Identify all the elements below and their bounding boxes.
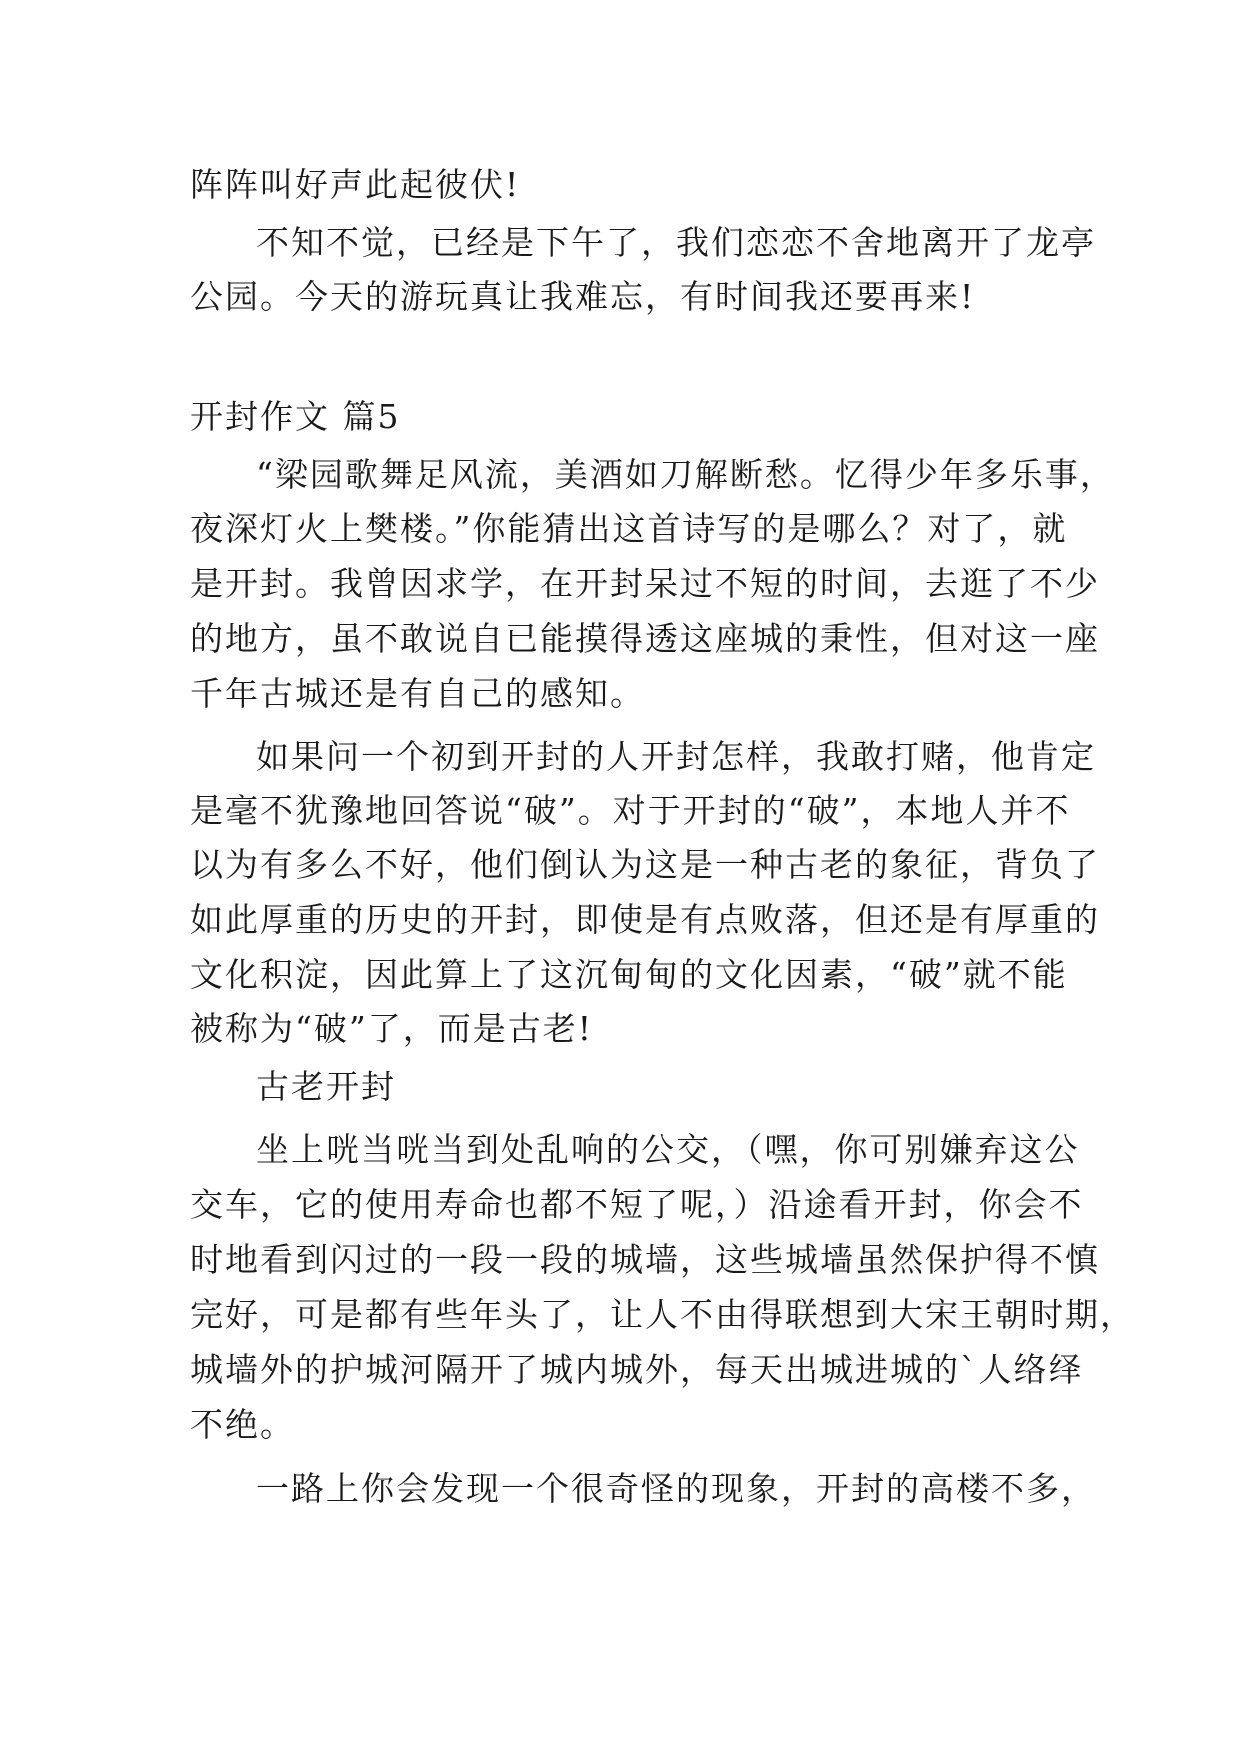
text-line: 以为有多么不好，他们倒认为这是一种古老的象征，背负了: [190, 845, 1100, 884]
text-line: 坐上咣当咣当到处乱响的公交，（嘿，你可别嫌弃这公: [256, 1130, 1080, 1169]
text-line: 夜深灯火上樊楼。”你能猜出这首诗写的是哪么？对了，就: [190, 509, 1068, 548]
text-line: 文化积淀，因此算上了这沉甸甸的文化因素，“破”就不能: [190, 955, 1068, 994]
subheading: 古老开封: [256, 1067, 396, 1106]
text-line: 时地看到闪过的一段一段的城墙，这些城墙虽然保护得不慎: [190, 1240, 1100, 1279]
text-line: 阵阵叫好声此起彼伏!: [190, 165, 521, 204]
text-line: 被称为“破”了，而是古老!: [190, 1009, 594, 1048]
text-line: 如此厚重的历史的开封，即使是有点败落，但还是有厚重的: [190, 900, 1100, 939]
text-line: 公园。今天的游玩真让我难忘，有时间我还要再来!: [190, 277, 976, 316]
text-line: 交车，它的使用寿命也都不短了呢，）沿途看开封，你会不: [190, 1185, 1084, 1224]
text-line: 不绝。: [190, 1405, 295, 1444]
text-line: 城墙外的护城河隔开了城内城外，每天出城进城的`人络绎: [190, 1350, 1084, 1389]
text-line: 如果问一个初到开封的人开封怎样，我敢打赌，他肯定: [256, 737, 1096, 776]
text-line: 不知不觉，已经是下午了，我们恋恋不舍地离开了龙亭: [256, 223, 1096, 262]
section-heading: 开封作文 篇5: [190, 397, 401, 436]
text-line: 是开封。我曾因求学，在开封呆过不短的时间，去逛了不少: [190, 564, 1100, 603]
text-line: 的地方，虽不敢说自已能摸得透这座城的秉性，但对这一座: [190, 619, 1100, 658]
text-line: 完好，可是都有些年头了，让人不由得联想到大宋王朝时期，: [190, 1295, 1135, 1334]
text-line: 一路上你会发现一个很奇怪的现象，开封的高楼不多，: [256, 1469, 1096, 1508]
text-line: 千年古城还是有自己的感知。: [190, 674, 645, 713]
text-line: “梁园歌舞足风流，美酒如刀解断愁。忆得少年多乐事，: [256, 455, 1115, 494]
text-line: 是毫不犹豫地回答说“破”。对于开封的“破”，本地人并不: [190, 791, 1071, 830]
